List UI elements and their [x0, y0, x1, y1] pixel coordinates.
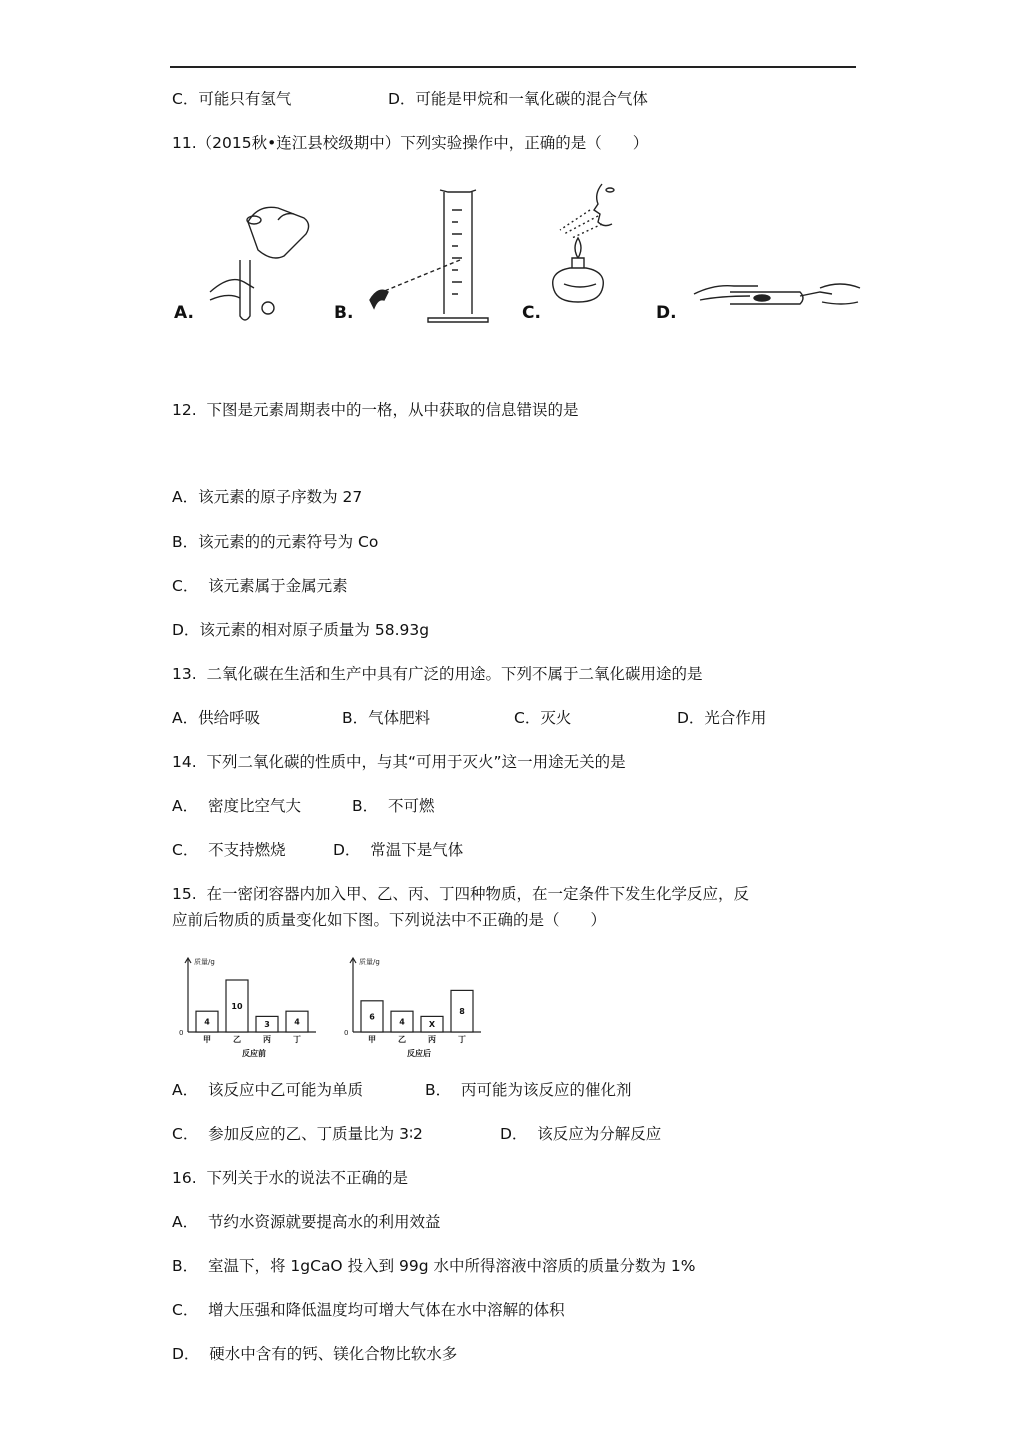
q12-option-d: D．该元素的相对原子质量为 58.93g: [172, 621, 430, 639]
q12-option-c: C． 该元素属于金属元素: [172, 577, 348, 595]
figure-a-label: A.: [174, 303, 194, 323]
chart-1-ylabel: 质量/g: [359, 958, 380, 966]
q13-stem: 13. 二氧化碳在生活和生产中具有广泛的用途。下列不属于二氧化碳用途的是: [172, 665, 703, 683]
chart-1-bar-label-1: 4: [399, 1017, 405, 1027]
figure-c-lamp: [522, 184, 614, 323]
chart-1-category-2: 丙: [428, 1035, 436, 1044]
chart-1-bar-label-0: 6: [369, 1012, 375, 1022]
chart-0-zero-tick: 0: [179, 1029, 184, 1037]
chart-1-category-1: 乙: [398, 1035, 406, 1044]
q11-stem: 11.（2015秋•连江县校级期中）下列实验操作中，正确的是（ ）: [172, 134, 649, 152]
q13-option-b: B．气体肥料: [342, 709, 431, 727]
q14-option-b: B． 不可燃: [352, 797, 435, 815]
chart-1-zero-tick: 0: [344, 1029, 349, 1037]
q13-option-a: A．供给呼吸: [172, 709, 261, 727]
q16-stem: 16. 下列关于水的说法不正确的是: [172, 1169, 409, 1187]
chart-0-bar-label-3: 4: [294, 1017, 300, 1027]
figure-a-pouring: [174, 207, 309, 323]
figure-c-label: C.: [522, 303, 541, 323]
q15-option-b: B． 丙可能为该反应的催化剂: [425, 1081, 632, 1099]
q15-option-a: A． 该反应中乙可能为单质: [172, 1081, 363, 1099]
q16-option-d: D． 硬水中含有的钙、镁化合物比软水多: [172, 1345, 458, 1363]
figure-d-testtube: [656, 284, 860, 323]
header-rule: [170, 66, 856, 68]
q15-option-c: C． 参加反应的乙、丁质量比为 3∶2: [172, 1125, 423, 1143]
q14-option-c: C． 不支持燃烧: [172, 841, 286, 859]
chart-0-category-0: 甲: [203, 1035, 211, 1044]
chart-1-bar-label-2: X: [428, 1020, 436, 1030]
chart-0-title: 反应前: [242, 1049, 266, 1058]
q14-stem: 14. 下列二氧化碳的性质中，与其“可用于灭火”这一用途无关的是: [172, 753, 626, 771]
q15-stem-line2: 应前后物质的质量变化如下图。下列说法中不正确的是（ ）: [172, 911, 607, 929]
q10-option-c: C．可能只有氢气: [172, 90, 292, 108]
q16-option-a: A． 节约水资源就要提高水的利用效益: [172, 1213, 441, 1231]
chart-0-category-2: 丙: [263, 1035, 271, 1044]
chart-1-bar-label-3: 8: [459, 1007, 465, 1017]
chart-1-category-0: 甲: [368, 1035, 376, 1044]
q15-option-d: D． 该反应为分解反应: [500, 1125, 662, 1143]
q16-option-c: C． 增大压强和降低温度均可增大气体在水中溶解的体积: [172, 1301, 565, 1319]
figure-b-cylinder: [334, 190, 488, 323]
q15-bar-charts: [170, 950, 520, 1060]
chart-0-category-1: 乙: [233, 1035, 241, 1044]
q16-option-b: B． 室温下，将 1gCaO 投入到 99g 水中所得溶液中溶质的质量分数为 1%: [172, 1257, 696, 1275]
q14-option-a: A． 密度比空气大: [172, 797, 301, 815]
q12-stem: 12. 下图是元素周期表中的一格，从中获取的信息错误的是: [172, 401, 579, 419]
figure-d-label: D.: [656, 303, 677, 323]
q11-lab-figures: [170, 180, 870, 330]
q14-option-d: D． 常温下是气体: [333, 841, 464, 859]
chart-0-bar-label-1: 10: [231, 1002, 243, 1011]
q10-option-d: D．可能是甲烷和一氧化碳的混合气体: [388, 90, 648, 108]
q12-option-a: A．该元素的原子序数为 27: [172, 488, 363, 506]
chart-0-category-3: 丁: [293, 1035, 301, 1044]
chart-1-title: 反应后: [407, 1049, 431, 1058]
q13-option-c: C．灭火: [514, 709, 572, 727]
q13-option-d: D．光合作用: [677, 709, 767, 727]
chart-0-ylabel: 质量/g: [194, 958, 215, 966]
q12-option-b: B．该元素的的元素符号为 Co: [172, 533, 379, 551]
figure-b-label: B.: [334, 303, 354, 323]
chart-0-bar-label-0: 4: [204, 1017, 210, 1027]
q15-stem-line1: 15. 在一密闭容器内加入甲、乙、丙、丁四种物质，在一定条件下发生化学反应，反: [172, 885, 750, 903]
chart-1-category-3: 丁: [458, 1035, 466, 1044]
chart-0-bar-label-2: 3: [264, 1020, 270, 1030]
